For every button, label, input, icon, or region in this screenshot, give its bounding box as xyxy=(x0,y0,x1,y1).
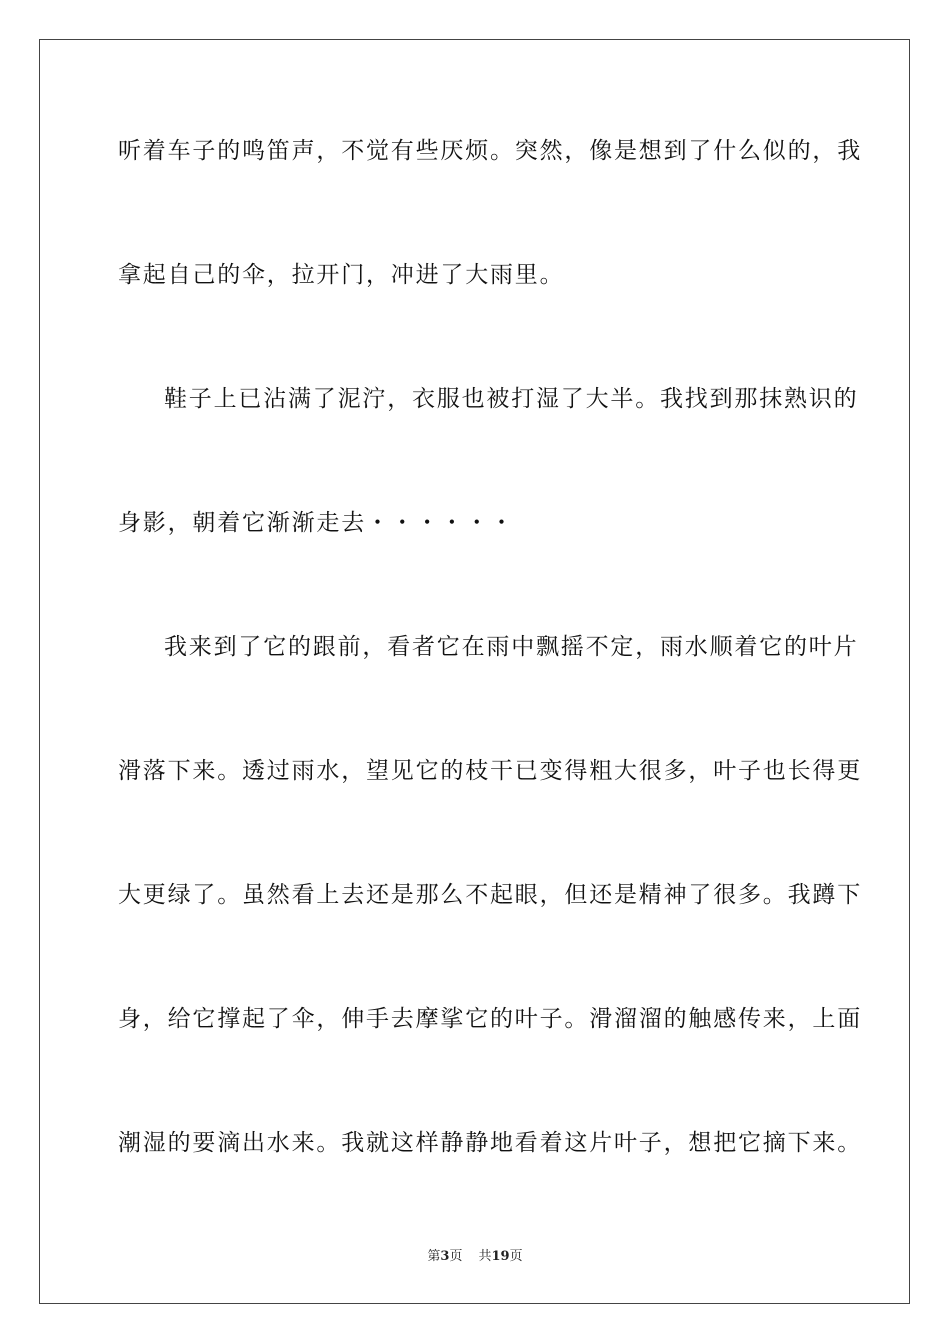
text-line-8: 身，给它撑起了伞，伸手去摩挲它的叶子。滑溜溜的触感传来，上面 xyxy=(118,1006,862,1032)
text-line-5-paragraph-start: 我来到了它的跟前，看者它在雨中飘摇不定，雨水顺着它的叶片 xyxy=(164,634,859,660)
page-prefix: 第 xyxy=(427,1249,441,1264)
page-suffix: 页 xyxy=(449,1249,463,1264)
page-footer xyxy=(0,1248,950,1266)
total-suffix: 页 xyxy=(509,1249,523,1264)
text-line-7: 大更绿了。虽然看上去还是那么不起眼，但还是精神了很多。我蹲下 xyxy=(118,882,862,908)
text-line-4: 身影，朝着它渐渐走去・・・・・・ xyxy=(118,510,515,536)
total-prefix: 共 xyxy=(478,1249,492,1264)
text-line-3-paragraph-start: 鞋子上已沾满了泥泞，衣服也被打湿了大半。我找到那抹熟识的 xyxy=(164,386,859,412)
total-pages: 19 xyxy=(491,1249,510,1264)
text-line-1: 听着车子的鸣笛声，不觉有些厌烦。突然，像是想到了什么似的，我 xyxy=(118,138,862,164)
text-line-2: 拿起自己的伞，拉开门，冲进了大雨里。 xyxy=(118,262,565,288)
page-number: 3 xyxy=(440,1249,450,1264)
text-line-9: 潮湿的要滴出水来。我就这样静静地看着这片叶子，想把它摘下来。 xyxy=(118,1130,862,1156)
text-line-6: 滑落下来。透过雨水，望见它的枝干已变得粗大很多，叶子也长得更 xyxy=(118,758,862,784)
page-border xyxy=(39,39,910,1304)
